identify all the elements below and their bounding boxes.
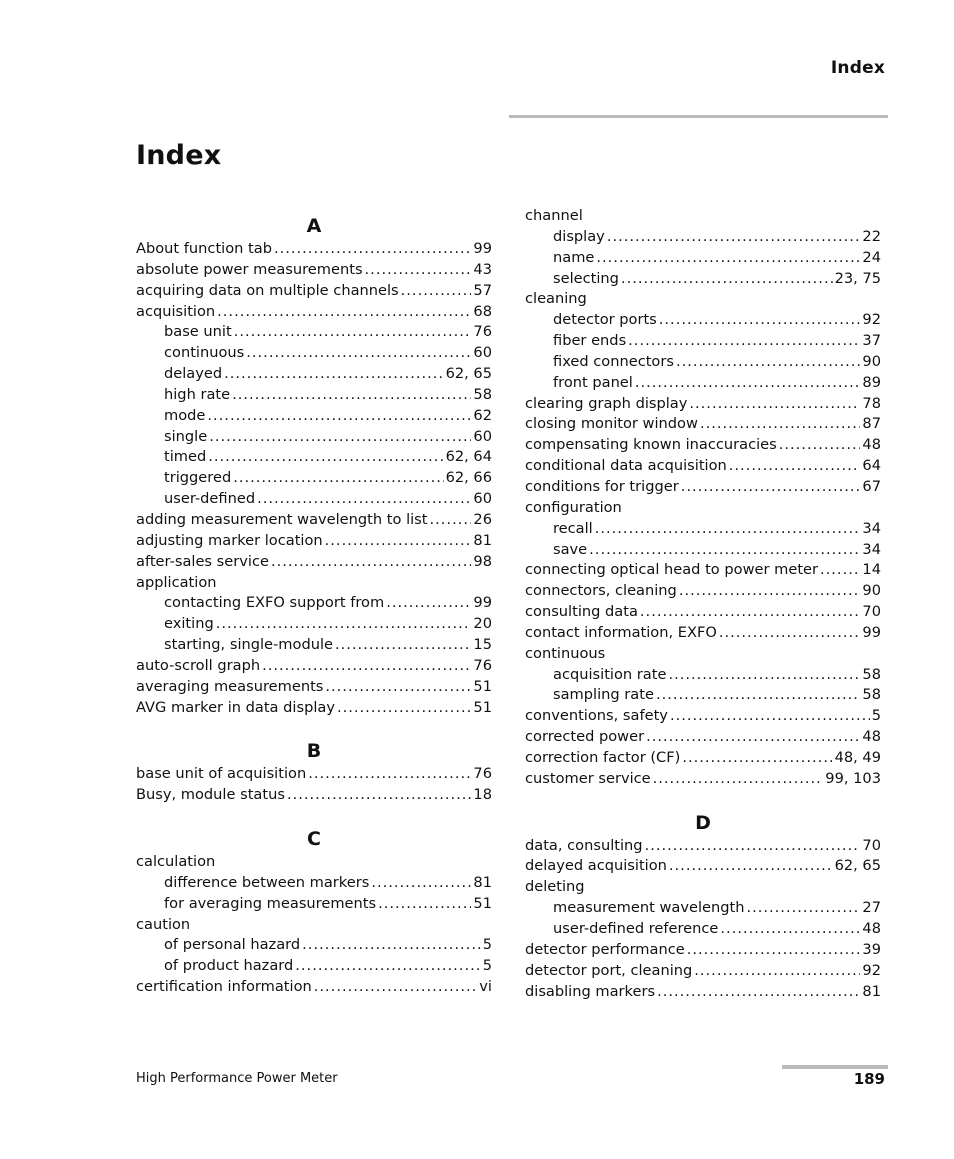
dot-leader	[337, 698, 471, 719]
entry-pages[interactable]: 20	[473, 615, 492, 633]
dot-leader	[719, 623, 861, 644]
footer-document-title: High Performance Power Meter	[136, 1071, 338, 1086]
entry-pages[interactable]: 5	[482, 957, 492, 975]
index-entry	[136, 531, 492, 552]
index-column-right	[525, 206, 881, 1023]
dot-leader	[607, 227, 861, 248]
entry-pages[interactable]: 81	[473, 531, 492, 549]
index-subentry	[525, 373, 881, 394]
index-subentry	[136, 614, 492, 635]
dot-leader	[668, 665, 860, 686]
entry-term: difference between markers	[164, 873, 370, 891]
entry-pages[interactable]: 37	[862, 332, 881, 350]
entry-pages[interactable]: 24	[862, 248, 881, 266]
index-entry	[525, 289, 881, 310]
entry-pages[interactable]: 99	[862, 623, 881, 641]
dot-leader	[257, 489, 471, 510]
running-header: Index	[830, 58, 885, 78]
index-subentry	[136, 635, 492, 656]
dot-leader	[700, 414, 860, 435]
index-subentry	[525, 269, 881, 290]
index-subentry	[136, 489, 492, 510]
entry-term: selecting	[553, 269, 619, 287]
index-entry	[525, 727, 881, 748]
section-letter: A	[306, 215, 322, 237]
entry-term: acquisition rate	[553, 665, 667, 683]
index-subentry	[136, 447, 492, 468]
index-subentry	[136, 468, 492, 489]
index-entry	[525, 560, 881, 581]
entry-pages[interactable]: 99, 103	[825, 769, 881, 787]
dot-leader	[669, 856, 833, 877]
index-entry	[525, 940, 881, 961]
entry-pages[interactable]: 76	[473, 765, 492, 783]
page-title: Index	[136, 140, 222, 171]
dot-leader	[676, 352, 860, 373]
dot-leader	[646, 727, 860, 748]
index-entry	[525, 394, 881, 415]
dot-leader	[681, 477, 861, 498]
entry-term: timed	[164, 448, 207, 466]
entry-term: deleting	[525, 878, 585, 896]
dot-leader	[401, 281, 472, 302]
entry-term: conventions, safety	[525, 707, 668, 725]
index-section	[525, 206, 881, 790]
entry-term: acquiring data on multiple channels	[136, 281, 399, 299]
index-subentry	[136, 873, 492, 894]
index-subentry	[136, 593, 492, 614]
entry-term: base unit of acquisition	[136, 765, 307, 783]
index-entry	[136, 302, 492, 323]
index-subentry	[136, 385, 492, 406]
index-entry	[525, 435, 881, 456]
dot-leader	[216, 614, 472, 635]
index-entry	[525, 414, 881, 435]
entry-pages[interactable]: 62, 65	[445, 365, 492, 383]
index-entry	[525, 769, 881, 790]
entry-term: contact information, EXFO	[525, 623, 717, 641]
entry-pages[interactable]: 18	[473, 786, 492, 804]
entry-pages[interactable]: 48	[862, 920, 881, 937]
entry-pages[interactable]: 62, 65	[834, 857, 881, 875]
dot-leader	[694, 961, 860, 982]
index-section	[136, 827, 492, 998]
entry-term: starting, single-module	[164, 636, 333, 654]
index-subentry	[525, 248, 881, 269]
entry-term: user-defined reference	[553, 920, 719, 937]
index-subentry	[525, 898, 881, 919]
dot-leader	[378, 894, 471, 915]
entry-term: calculation	[136, 853, 216, 871]
entry-term: acquisition	[136, 302, 216, 320]
entry-term: fixed connectors	[553, 352, 674, 370]
entry-pages[interactable]: 87	[862, 415, 881, 433]
dot-leader	[635, 373, 861, 394]
dot-leader	[262, 656, 471, 677]
entry-term: of product hazard	[164, 957, 294, 975]
entry-term: front panel	[553, 373, 633, 391]
entry-pages[interactable]: 60	[473, 344, 492, 362]
index-section	[136, 214, 492, 718]
index-subentry	[136, 343, 492, 364]
index-entry	[525, 644, 881, 665]
entry-pages[interactable]: 68	[473, 302, 492, 320]
dot-leader	[217, 302, 471, 323]
index-entry	[136, 677, 492, 698]
index-section	[136, 739, 492, 806]
index-subentry	[525, 919, 881, 940]
entry-pages[interactable]: 57	[473, 281, 492, 299]
index-entry	[136, 785, 492, 806]
dot-leader	[687, 940, 861, 961]
entry-term: detector ports	[553, 311, 657, 329]
dot-leader	[233, 468, 443, 489]
entry-term: corrected power	[525, 728, 645, 746]
entry-term: customer service	[525, 769, 651, 787]
entry-term: delayed	[164, 365, 223, 383]
dot-leader	[207, 406, 471, 427]
entry-term: contacting EXFO support from	[164, 594, 385, 612]
dot-leader	[208, 447, 443, 468]
section-letter: C	[307, 828, 321, 851]
index-entry	[136, 915, 492, 936]
dot-leader	[386, 593, 471, 614]
entry-term: save	[553, 540, 588, 558]
dot-leader	[325, 677, 471, 698]
dot-leader	[670, 706, 870, 727]
entry-pages[interactable]: 70	[862, 836, 881, 854]
index-entry	[525, 623, 881, 644]
entry-term: detector performance	[525, 940, 685, 958]
entry-term: exiting	[164, 615, 214, 633]
dot-leader	[314, 977, 478, 998]
dot-leader	[653, 769, 824, 790]
entry-pages[interactable]: 99	[473, 594, 492, 612]
entry-term: user-defined	[164, 490, 256, 508]
dot-leader	[720, 919, 860, 940]
index-entry	[136, 239, 492, 260]
entry-pages[interactable]: 89	[862, 373, 881, 391]
entry-pages[interactable]: 76	[473, 323, 492, 341]
entry-term: of personal hazard	[164, 936, 301, 954]
entry-term: correction factor (CF)	[525, 748, 681, 766]
entry-pages[interactable]: 26	[473, 510, 492, 528]
index-entry	[136, 977, 492, 998]
dot-leader	[224, 364, 443, 385]
index-entry	[136, 552, 492, 573]
entry-term: disabling markers	[525, 982, 656, 1000]
index-subentry	[136, 956, 492, 977]
index-entry	[525, 836, 881, 857]
index-entry	[136, 260, 492, 281]
entry-term: auto-scroll graph	[136, 656, 261, 674]
entry-pages[interactable]: 58	[862, 665, 881, 683]
index-entry	[136, 852, 492, 873]
index-entry	[525, 748, 881, 769]
index-subentry	[525, 352, 881, 373]
dot-leader	[325, 531, 472, 552]
entry-pages[interactable]: 98	[473, 552, 492, 570]
entry-pages[interactable]: 67	[862, 477, 881, 495]
entry-term: certification information	[136, 978, 312, 996]
entry-pages[interactable]: 39	[862, 940, 881, 958]
dot-leader	[335, 635, 471, 656]
index-subentry	[136, 364, 492, 385]
dot-leader	[689, 394, 860, 415]
index-entry	[136, 573, 492, 594]
entry-term: for averaging measurements	[164, 894, 377, 912]
entry-pages[interactable]: 90	[862, 582, 881, 600]
dot-leader	[234, 322, 472, 343]
index-entry	[136, 281, 492, 302]
dot-leader	[287, 785, 471, 806]
entry-term: caution	[136, 915, 191, 933]
dot-leader	[659, 310, 861, 331]
entry-pages[interactable]: 78	[862, 394, 881, 412]
entry-pages[interactable]: 5	[871, 707, 881, 725]
entry-pages[interactable]: 64	[862, 457, 881, 475]
entry-term: triggered	[164, 469, 232, 487]
entry-pages[interactable]: 62	[473, 406, 492, 424]
entry-pages[interactable]: 60	[473, 490, 492, 508]
entry-term: after-sales service	[136, 552, 269, 570]
entry-pages[interactable]: 81	[862, 982, 881, 1000]
entry-term: adjusting marker location	[136, 531, 323, 549]
dot-leader	[232, 385, 471, 406]
index-entry	[136, 698, 492, 719]
entry-pages[interactable]: 51	[473, 698, 492, 716]
entry-term: channel	[525, 207, 583, 224]
dot-leader	[274, 239, 471, 260]
index-subentry	[136, 894, 492, 915]
entry-term: data, consulting	[525, 836, 643, 854]
index-section	[525, 811, 881, 1003]
dot-leader	[628, 331, 860, 352]
entry-pages[interactable]: 14	[862, 561, 881, 579]
dot-leader	[820, 560, 860, 581]
section-letter: D	[695, 811, 711, 834]
entry-pages[interactable]: 23, 75	[834, 269, 881, 287]
dot-leader	[308, 764, 471, 785]
entry-pages[interactable]: 70	[862, 603, 881, 621]
entry-term: Busy, module status	[136, 786, 285, 804]
entry-term: connectors, cleaning	[525, 582, 677, 600]
index-subentry	[136, 427, 492, 448]
index-subentry	[525, 227, 881, 248]
entry-pages[interactable]: 51	[473, 677, 492, 695]
index-subentry	[136, 406, 492, 427]
entry-pages[interactable]: 81	[473, 873, 492, 891]
index-entry	[525, 982, 881, 1003]
entry-term: sampling rate	[553, 686, 654, 704]
dot-leader	[295, 956, 480, 977]
entry-pages[interactable]: 58	[473, 385, 492, 403]
entry-term: high rate	[164, 385, 231, 403]
index-subentry	[525, 685, 881, 706]
entry-pages[interactable]: 62, 64	[445, 448, 492, 466]
dot-leader	[679, 581, 861, 602]
entry-pages[interactable]: 58	[862, 686, 881, 704]
entry-term: clearing graph display	[525, 394, 688, 412]
dot-leader	[640, 602, 861, 623]
index-entry	[525, 877, 881, 898]
index-entry	[525, 456, 881, 477]
dot-leader	[589, 540, 860, 561]
entry-term: closing monitor window	[525, 415, 698, 433]
entry-term: fiber ends	[553, 332, 627, 350]
entry-pages[interactable]: 15	[473, 636, 492, 654]
entry-pages[interactable]: vi	[479, 978, 492, 996]
entry-pages[interactable]: 34	[862, 540, 881, 558]
entry-term: absolute power measurements	[136, 260, 363, 278]
entry-term: consulting data	[525, 603, 638, 621]
dot-leader	[271, 552, 471, 573]
index-subentry	[525, 310, 881, 331]
dot-leader	[656, 685, 860, 706]
dot-leader	[430, 510, 472, 531]
section-letter: B	[306, 740, 322, 763]
entry-pages[interactable]: 48	[862, 436, 881, 454]
entry-pages[interactable]: 60	[473, 427, 492, 445]
entry-pages[interactable]: 34	[862, 519, 881, 537]
entry-pages[interactable]: 5	[482, 936, 492, 954]
dot-leader	[371, 873, 471, 894]
entry-term: continuous	[164, 344, 245, 362]
index-entry	[136, 656, 492, 677]
entry-term: name	[553, 248, 595, 266]
header-rule	[509, 115, 888, 118]
page-number: 189	[853, 1070, 885, 1088]
entry-pages[interactable]: 51	[473, 894, 492, 912]
entry-term: compensating known inaccuracies	[525, 436, 777, 454]
dot-leader	[682, 748, 832, 769]
entry-term: detector port, cleaning	[525, 961, 693, 979]
index-entry	[525, 477, 881, 498]
index-entry	[136, 510, 492, 531]
index-entry	[136, 764, 492, 785]
index-entry	[525, 961, 881, 982]
index-entry	[525, 856, 881, 877]
entry-pages[interactable]: 48	[862, 728, 881, 746]
entry-pages[interactable]: 99	[473, 240, 492, 257]
entry-pages[interactable]: 27	[862, 899, 881, 917]
index-entry	[525, 706, 881, 727]
index-entry	[525, 498, 881, 519]
index-subentry	[525, 331, 881, 352]
index-subentry	[136, 935, 492, 956]
index-subentry	[525, 540, 881, 561]
index-subentry	[525, 665, 881, 686]
entry-term: connecting optical head to power meter	[525, 561, 819, 579]
entry-pages[interactable]: 92	[862, 961, 881, 979]
entry-term: base unit	[164, 323, 232, 341]
dot-leader	[779, 435, 861, 456]
entry-pages[interactable]: 92	[862, 311, 881, 329]
dot-leader	[209, 427, 471, 448]
entry-term: configuration	[525, 498, 622, 516]
index-entry	[525, 581, 881, 602]
dot-leader	[621, 269, 833, 290]
dot-leader	[302, 935, 481, 956]
entry-term: recall	[553, 519, 593, 537]
dot-leader	[746, 898, 860, 919]
index-subentry	[525, 519, 881, 540]
entry-term: About function tab	[136, 240, 272, 257]
entry-term: single	[164, 427, 208, 445]
entry-pages[interactable]: 43	[473, 260, 492, 278]
dot-leader	[246, 343, 471, 364]
entry-term: averaging measurements	[136, 677, 324, 695]
entry-term: display	[553, 227, 605, 245]
dot-leader	[657, 982, 860, 1003]
entry-term: delayed acquisition	[525, 857, 667, 875]
dot-leader	[729, 456, 861, 477]
entry-term: adding measurement wavelength to list	[136, 510, 428, 528]
entry-pages[interactable]: 22	[862, 227, 881, 245]
entry-term: continuous	[525, 644, 606, 662]
entry-term: cleaning	[525, 290, 587, 308]
index-column-left	[136, 206, 492, 1019]
dot-leader	[595, 519, 861, 540]
entry-term: measurement wavelength	[553, 899, 745, 917]
entry-pages[interactable]: 90	[862, 352, 881, 370]
dot-leader	[645, 836, 861, 857]
dot-leader	[596, 248, 860, 269]
entry-term: application	[136, 573, 217, 591]
dot-leader	[365, 260, 472, 281]
entry-term: conditional data acquisition	[525, 457, 727, 475]
index-subentry	[136, 322, 492, 343]
entry-pages[interactable]: 48, 49	[834, 748, 881, 766]
entry-pages[interactable]: 62, 66	[445, 469, 492, 487]
entry-term: AVG marker in data display	[136, 698, 335, 716]
index-entry	[525, 206, 881, 227]
footer-rule	[782, 1065, 888, 1069]
index-entry	[525, 602, 881, 623]
entry-term: mode	[164, 406, 206, 424]
entry-pages[interactable]: 76	[473, 656, 492, 674]
entry-term: conditions for trigger	[525, 477, 679, 495]
